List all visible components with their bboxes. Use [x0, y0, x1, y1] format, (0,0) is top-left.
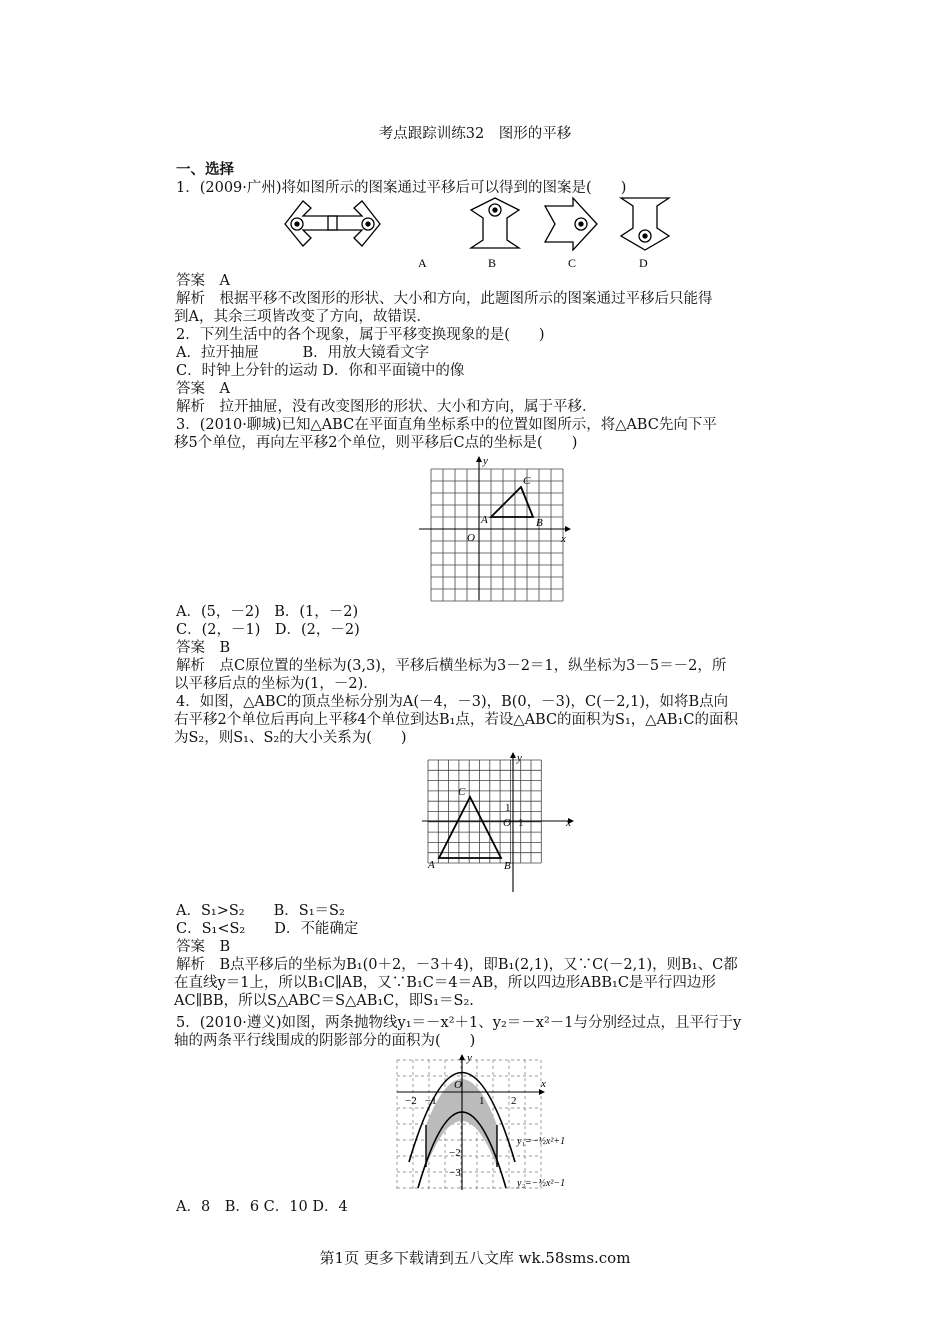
q1-option-a-shape	[328, 201, 380, 246]
q1-label-c: C	[568, 256, 577, 270]
q3-label-y: y	[483, 455, 488, 467]
q4-coordinate-figure	[418, 750, 578, 896]
q4-stem-2: 右平移2个单位后再向上平移4个单位到达B₁点，若设△ABC的面积为S₁，△AB₁C的面积	[174, 712, 738, 728]
q2-options-1: A．拉开抽屉 B．用放大镜看文字	[176, 345, 430, 361]
q1-option-c-shape	[545, 198, 597, 250]
q3-analysis-1: 解析 点C原位置的坐标为(3,3)，平移后横坐标为3－2＝1，纵坐标为3－5＝－2，所	[176, 658, 727, 674]
q4-options-1: A．S₁>S₂ B．S₁＝S₂	[176, 903, 345, 919]
q3-stem-1: 3．(2010·聊城)已知△ABC在平面直角坐标系中的位置如图所示，将△ABC先向下平	[176, 417, 717, 433]
q1-label-a: A	[418, 256, 427, 270]
q5-options: A．8 B．6 C．10 D．4	[176, 1199, 348, 1215]
q3-stem-2: 移5个单位，再向左平移2个单位，则平移后C点的坐标是( )	[174, 435, 578, 451]
q3-label-x: x	[561, 533, 566, 545]
q5-label-x1: 1	[479, 1095, 485, 1107]
q5-label-ym2: −2	[449, 1147, 461, 1159]
q4-analysis-1: 解析 B点平移后的坐标为B₁(0＋2，－3＋4)，即B₁(2,1)，又∵C(－2,1)，则B₁、C都	[176, 957, 738, 973]
q1-original-shape	[285, 201, 337, 246]
q5-label-y: y	[467, 1052, 472, 1064]
q1-label-b: B	[488, 256, 497, 270]
q4-analysis-3: AC∥BB，所以S△ABC＝S△AB₁C，即S₁＝S₂.	[174, 993, 474, 1009]
q3-coordinate-figure	[415, 454, 575, 604]
q2-answer: 答案 A	[176, 381, 230, 397]
q5-label-x: x	[541, 1078, 546, 1090]
q4-analysis-2: 在直线y＝1上，所以B₁C∥AB，又∵B₁C＝4＝AB，所以四边形ABB₁C是平行四边形	[174, 975, 716, 991]
q2-options-2: C．时钟上分针的运动 D．你和平面镜中的像	[176, 363, 465, 379]
q1-option-d-shape	[621, 198, 669, 250]
q1-figure	[275, 196, 695, 271]
page-title: 考点跟踪训练32 图形的平移	[378, 126, 572, 142]
q4-options-2: C．S₁<S₂ D．不能确定	[176, 921, 359, 937]
q4-answer: 答案 B	[176, 939, 231, 955]
q4-stem-1: 4．如图，△ABC的顶点坐标分别为A(－4，－3)，B(0，－3)，C(－2,1)，如将B点向	[176, 694, 729, 710]
q3-label-c: C	[523, 475, 531, 487]
q1-option-b-shape	[471, 198, 519, 248]
q4-label-one-y: 1	[505, 802, 511, 814]
q5-label-y1: y₁=−½x²+1	[517, 1136, 566, 1147]
q5-label-xm2: −2	[405, 1095, 417, 1107]
q4-label-c: C	[458, 786, 466, 798]
q4-label-y: y	[517, 752, 522, 764]
page-footer: 第1页 更多下载请到五八文库 wk.58sms.com	[319, 1249, 631, 1267]
q4-label-x: x	[566, 817, 571, 829]
q4-label-a: A	[428, 859, 435, 871]
q5-stem-2: 轴的两条平行线围成的阴影部分的面积为( )	[174, 1033, 476, 1049]
q5-label-xm1: −1	[425, 1095, 437, 1107]
q4-stem-3: 为S₂，则S₁、S₂的大小关系为( )	[174, 730, 407, 746]
q3-answer: 答案 B	[176, 640, 231, 656]
q3-options-1: A．(5，－2) B．(1，－2)	[176, 604, 359, 620]
q5-parabola-figure	[393, 1052, 603, 1192]
q3-label-o: O	[467, 532, 475, 544]
q5-label-y2: y₂=−½x²−1	[517, 1178, 566, 1189]
q5-label-x2: 2	[511, 1095, 517, 1107]
q2-stem: 2．下列生活中的各个现象，属于平移变换现象的是( )	[176, 327, 545, 343]
q3-label-b: B	[536, 517, 543, 529]
q2-analysis: 解析 拉开抽屉，没有改变图形的形状、大小和方向，属于平移．	[176, 399, 597, 415]
q1-answer: 答案 A	[176, 273, 230, 289]
q4-label-b: B	[504, 860, 511, 872]
q3-analysis-2: 以平移后点的坐标为(1，－2)．	[174, 676, 378, 692]
q3-options-2: C．(2，－1) D．(2，－2)	[176, 622, 360, 638]
q1-analysis-2: 到A，其余三项皆改变了方向，故错误．	[174, 309, 431, 325]
q1-stem: 1．(2009·广州)将如图所示的图案通过平移后可以得到的图案是( )	[176, 180, 627, 196]
q3-label-a: A	[481, 514, 488, 526]
q4-label-one-x: 1	[518, 817, 524, 829]
q4-label-o: O	[503, 817, 511, 829]
q1-label-d: D	[639, 256, 648, 270]
q1-analysis-1: 解析 根据平移不改图形的形状、大小和方向，此题图所示的图案通过平移后只能得	[176, 291, 713, 307]
q5-label-o: O	[454, 1079, 462, 1091]
q5-stem-1: 5．(2010·遵义)如图，两条抛物线y₁＝－x²＋1、y₂＝－x²－1与分别经过点，且平行于y	[176, 1015, 742, 1031]
section-heading: 一、选择	[176, 161, 234, 178]
q5-label-ym3: −3	[449, 1167, 461, 1179]
